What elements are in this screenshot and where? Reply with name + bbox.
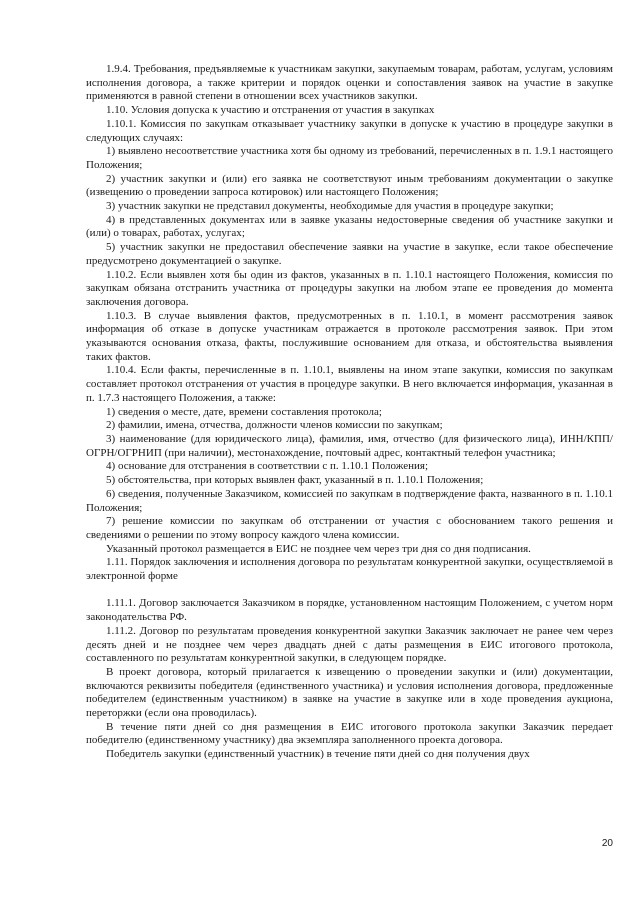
- protocol-item-3: 3) наименование (для юридического лица), фамилия, имя, отчество (для физического лица), ИНН/КПП/ОГРН/ОГРНИП (при наличии), местонахождение, почтовый адрес, контактный телефон участника;: [86, 432, 613, 459]
- list-item-4: 4) в представленных документах или в заявке указаны недостоверные сведения об участнике закупки и (или) о товарах, работах, услугах;: [86, 213, 613, 240]
- paragraph-protocol-publication: Указанный протокол размещается в ЕИС не позднее чем через три дня со дня подписания.: [106, 542, 531, 555]
- protocol-item-1: 1) сведения о месте, дате, времени составления протокола;: [106, 405, 382, 418]
- paragraph-draft-contract: В проект договора, который прилагается к извещению о проведении закупки и (или) документации, включаются реквизиты победителя (единственного участника) и условия исполнения договора, предложенные победителем (единственным участником) в заявке на участие в закупке или в ходе проведения аукциона, переторжки (если она проводилась).: [86, 665, 613, 720]
- protocol-item-6: 6) сведения, полученные Заказчиком, комиссией по закупкам в подтверждение факта, названного в п. 1.10.1 Положения;: [86, 487, 613, 514]
- list-item-1: 1) выявлено несоответствие участника хотя бы одному из требований, перечисленных в п. 1.9.1 настоящего Положения;: [86, 145, 613, 171]
- protocol-item-4: 4) основание для отстранения в соответствии с п. 1.10.1 Положения;: [106, 460, 429, 473]
- paragraph-winner: Победитель закупки (единственный участник) в течение пяти дней со дня получения двух: [106, 748, 530, 761]
- list-item-3: 3) участник закупки не представил документы, необходимые для участия в процедуре закупки;: [106, 200, 554, 213]
- protocol-item-7: 7) решение комиссии по закупкам об отстранении от участия с обоснованием такого решения и сведениями о решении по этому вопросу каждого члена комиссии.: [86, 515, 613, 541]
- paragraph-1-10-2: 1.10.2. Если выявлен хотя бы один из фактов, указанных в п. 1.10.1 настоящего Положения, комиссия по закупкам обязана отстранить участника от процедуры закупки на любом этапе ее проведения до момента заключения договора.: [86, 268, 613, 308]
- paragraph-1-10-3: 1.10.3. В случае выявления фактов, предусмотренных в п. 1.10.1, в момент рассмотрения заявок информация об отказе в допуске участникам отражается в протоколе рассмотрения заявок. При этом указываются основания отказа, факты, послужившие основанием для отказа, и обстоятельства выявления таких фактов.: [86, 309, 613, 363]
- protocol-item-5: 5) обстоятельства, при которых выявлен факт, указанный в п. 1.10.1 Положения;: [106, 474, 484, 487]
- list-item-5: 5) участник закупки не предоставил обеспечение заявки на участие в закупке, если такое обеспечение предусмотрено документацией о закупке.: [86, 241, 613, 267]
- document-body: [86, 63, 613, 762]
- paragraph-1-9-4: 1.9.4. Требования, предъявляемые к участникам закупки, закупаемым товарам, работам, услугам, условиям исполнения договора, а также критерии и порядок оценки и сопоставления заявок на участие в закупке применяются в равной степени в отношении всех участников закупки.: [86, 63, 613, 103]
- heading-1-11: 1.11. Порядок заключения и исполнения договора по результатам конкурентной закупки, осуществляемой в электронной форме: [86, 556, 614, 583]
- protocol-item-2: 2) фамилии, имена, отчества, должности членов комиссии по закупкам;: [106, 419, 443, 432]
- paragraph-five-days: В течение пяти дней со дня размещения в ЕИС итогового протокола закупки Заказчик передает победителю (единственному участнику) два экземпляра заполненного проекта договора.: [86, 720, 613, 747]
- page-number: 20: [601, 838, 613, 849]
- paragraph-1-10-4: 1.10.4. Если факты, перечисленные в п. 1.10.1, выявлены на ином этапе закупки, комиссия по закупкам составляет протокол отстранения от участия в процедуре закупки. В него включается информация, указанная в п. 1.7.3 настоящего Положения, а также:: [86, 364, 613, 404]
- paragraph-1-11-1: 1.11.1. Договор заключается Заказчиком в порядке, установленном настоящим Положением, с учетом норм законодательства РФ.: [86, 597, 613, 624]
- heading-1-10: 1.10. Условия допуска к участию и отстранения от участия в закупках: [106, 104, 435, 117]
- list-item-2: 2) участник закупки и (или) его заявка не соответствуют иным требованиям документации о закупке (извещению о проведении запроса котировок) или настоящего Положения;: [86, 172, 613, 199]
- paragraph-1-11-2: 1.11.2. Договор по результатам проведения конкурентной закупки Заказчик заключает не ранее чем через десять дней и не позднее чем через двадцать дней с даты размещения в ЕИС итогового протокола, составленного по результатам конкурентной закупки, в следующем порядке.: [86, 624, 613, 665]
- paragraph-1-10-1: 1.10.1. Комиссия по закупкам отказывает участнику закупки в допуске к участию в процедуре закупки в следующих случаях:: [86, 117, 613, 144]
